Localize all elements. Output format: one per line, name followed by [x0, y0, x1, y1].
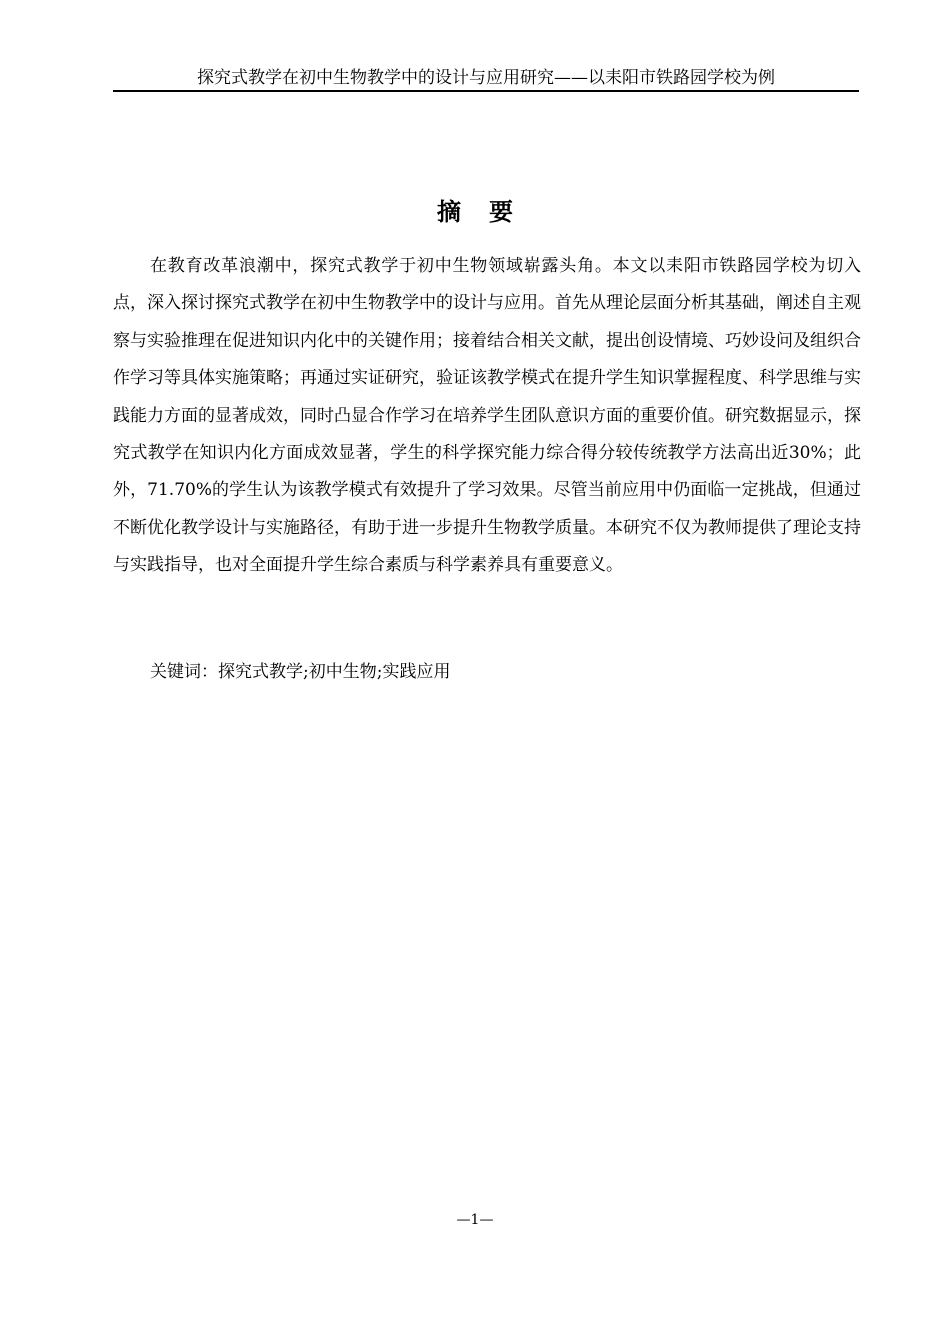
keywords-line: 关键词：探究式教学;初中生物;实践应用	[150, 662, 451, 682]
abstract-heading-char-1: 摘	[437, 198, 461, 226]
abstract-heading-char-2: 要	[489, 198, 513, 226]
running-header-title: 探究式教学在初中生物教学中的设计与应用研究——以耒阳市铁路园学校为例	[197, 68, 775, 88]
abstract-heading	[0, 196, 950, 228]
running-header	[113, 66, 859, 92]
page-number: —1—	[456, 1212, 494, 1228]
abstract-paragraph: 在教育改革浪潮中，探究式教学于初中生物领域崭露头角。本文以耒阳市铁路园学校为切入点，深入探讨探究式教学在初中生物教学中的设计与应用。首先从理论层面分析其基础，阐述自主观察与实验推理在促进知识内化中的关键作用；接着结合相关文献，提出创设情境、巧妙设问及组织合作学习等具体实施策略；再通过实证研究，验证该教学模式在提升学生知识掌握程度、科学思维与实践能力方面的显著成效，同时凸显合作学习在培养学生团队意识方面的重要价值。研究数据显示，探究式教学在知识内化方面成效显著，学生的科学探究能力综合得分较传统教学方法高出近30%；此外，71.70%的学生认为该教学模式有效提升了学习效果。尽管当前应用中仍面临一定挑战，但通过不断优化教学设计与实施路径，有助于进一步提升生物教学质量。本研究不仅为教师提供了理论支持与实践指导，也对全面提升学生综合素质与科学素养具有重要意义。	[113, 256, 861, 576]
